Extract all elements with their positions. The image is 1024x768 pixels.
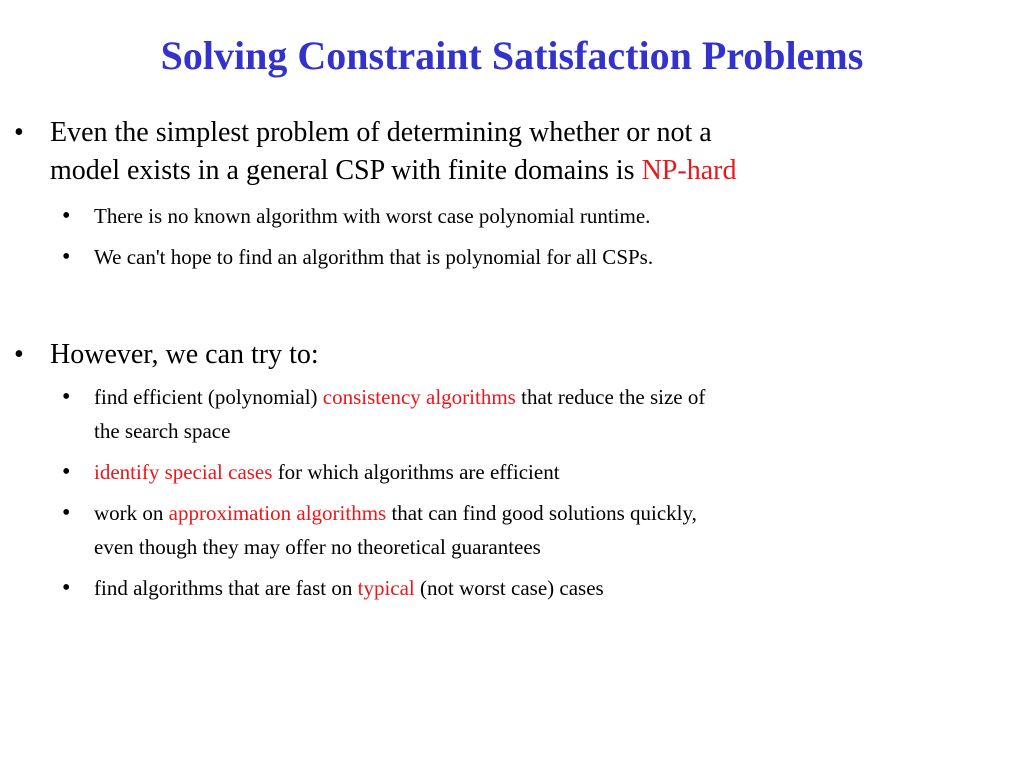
- bullet-text: However, we can try to:: [50, 339, 319, 370]
- text-run: find efficient (polynomial): [94, 385, 323, 409]
- sub-bullet-text: We can't hope to find an algorithm that is polynomial for all CSPs.: [94, 245, 654, 269]
- text-run: that reduce the size of: [515, 385, 706, 409]
- sub-bullet-text: [94, 496, 944, 564]
- highlight-typical: typical: [357, 576, 415, 600]
- text-run: for which algorithms are efficient: [272, 460, 560, 484]
- text-run: work on: [94, 501, 169, 525]
- text-run: find algorithms that are fast on: [94, 576, 358, 600]
- sub-bullet-text: There is no known algorithm with worst case polynomial runtime.: [94, 204, 651, 228]
- sub-bullet-text: [94, 380, 944, 448]
- bullet-icon: •: [14, 117, 24, 148]
- highlight-consistency-algorithms: consistency algorithms: [322, 385, 516, 409]
- sub-bullet-icon: •: [62, 500, 71, 526]
- bullet-line: Even the simplest problem of determining whether or not a: [50, 117, 712, 148]
- sub-bullet-icon: •: [62, 384, 71, 410]
- highlight-np-hard: NP-hard: [641, 155, 737, 186]
- bullet-line: model exists in a general CSP with finite domains is: [50, 155, 642, 186]
- bullet-icon: •: [14, 339, 24, 370]
- highlight-approximation-algorithms: approximation algorithms: [168, 501, 387, 525]
- sub-bullet-icon: •: [62, 575, 71, 601]
- text-run: that can find good solutions quickly,: [386, 501, 697, 525]
- sub-bullet-text: [94, 455, 944, 489]
- sub-bullet-text: [94, 571, 944, 605]
- sub-bullet-icon: •: [62, 203, 71, 229]
- bullet-text: [50, 114, 910, 190]
- slide-title: Solving Constraint Satisfaction Problems: [160, 33, 864, 78]
- highlight-special-cases: identify special cases: [94, 460, 273, 484]
- text-run: the search space: [94, 419, 231, 443]
- text-run: even though they may offer no theoretical guarantees: [94, 535, 541, 559]
- sub-bullet-icon: •: [62, 244, 71, 270]
- sub-bullet-icon: •: [62, 459, 71, 485]
- text-run: (not worst case) cases: [414, 576, 604, 600]
